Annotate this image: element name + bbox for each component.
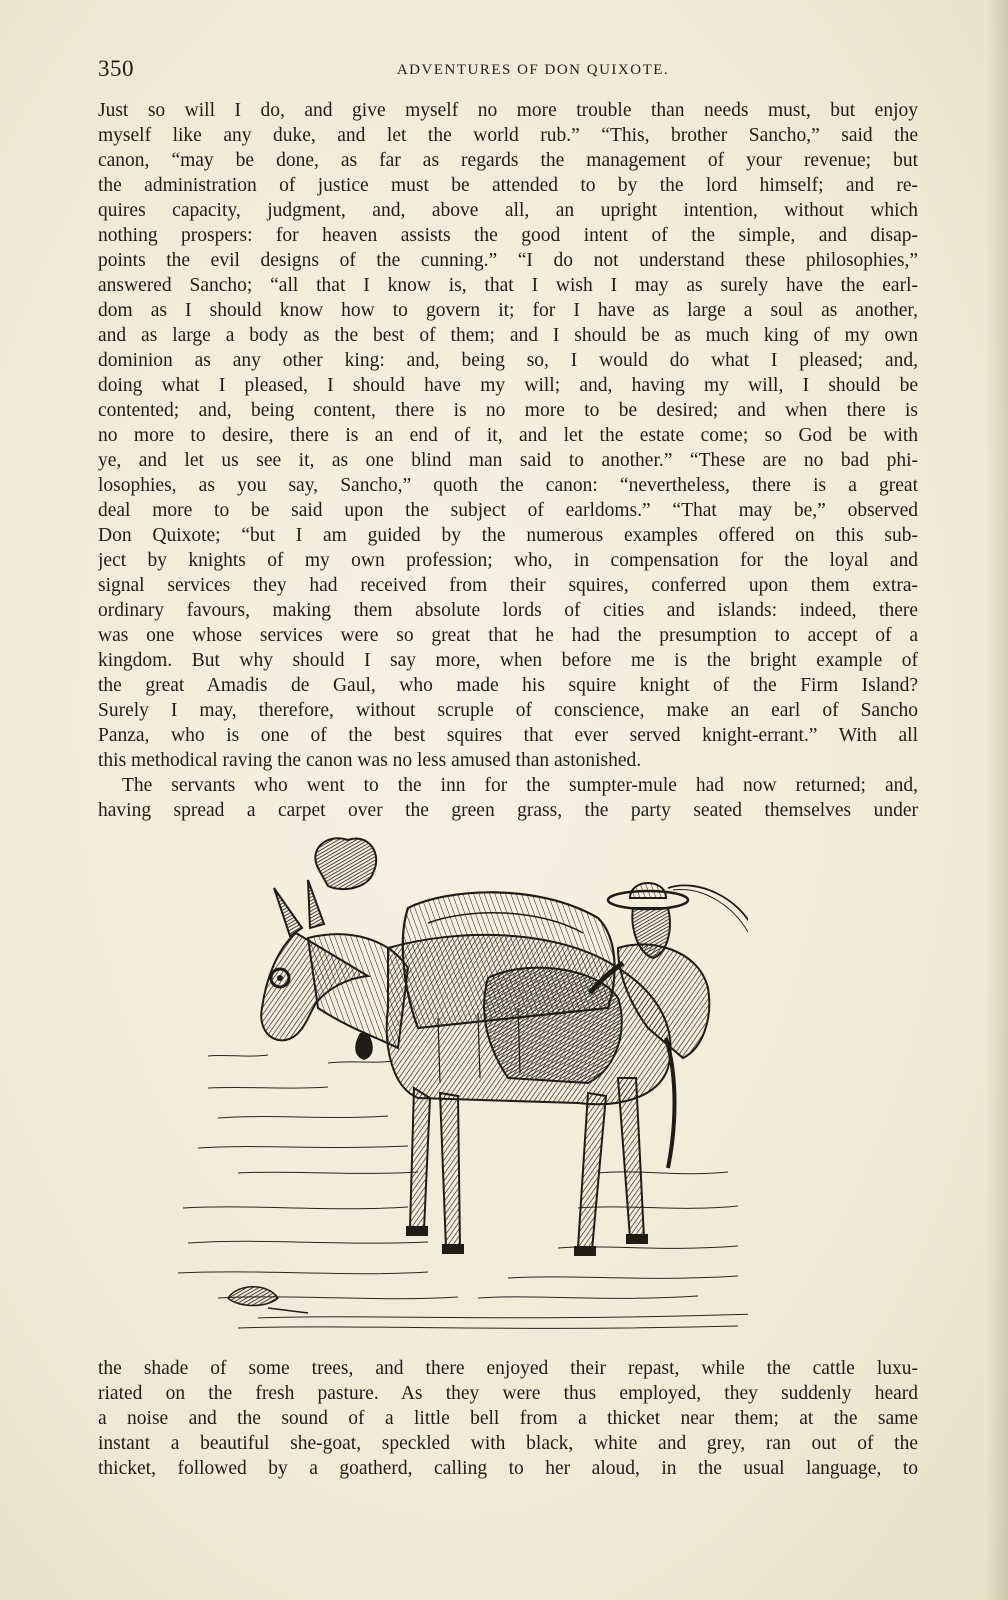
page-number: 350	[98, 56, 134, 81]
text-line: the great Amadis de Gaul, who made his squire knight of the Firm Island?	[98, 675, 918, 696]
text-line: was one whose services were so great that he had the presumption to accept of a	[98, 625, 918, 646]
text-line: the shade of some trees, and there enjoyed their repast, while the cattle luxu-	[98, 1358, 918, 1379]
mule	[261, 838, 674, 1256]
text-line: nothing prospers: for heaven assists the good intent of the simple, and disap-	[98, 225, 918, 246]
text-line: The servants who went to the inn for the sumpter-mule had now returned; and,	[122, 775, 918, 796]
text-line: losophies, as you say, Sancho,” quoth the canon: “nevertheless, there is a great	[98, 475, 918, 496]
text-line: thicket, followed by a goatherd, calling to her aloud, in the usual language, to	[98, 1458, 918, 1479]
text-line: ordinary favours, making them absolute lords of cities and islands: indeed, there	[98, 600, 918, 621]
text-line: dom as I should know how to govern it; for I have as large a soul as another,	[98, 300, 918, 321]
page-header	[98, 52, 918, 82]
text-line: deal more to be said upon the subject of earldoms.” “That may be,” observed	[98, 500, 918, 521]
text-line: signal services they had received from their squires, conferred upon them extra-	[98, 575, 918, 596]
text-line: instant a beautiful she-goat, speckled with black, white and grey, ran out of the	[98, 1433, 918, 1454]
text-line: myself like any duke, and let the world rub.” “This, brother Sancho,” said the	[98, 125, 918, 146]
text-line: Don Quixote; “but I am guided by the numerous examples offered on this sub-	[98, 525, 918, 546]
running-title: ADVENTURES OF DON QUIXOTE.	[396, 62, 670, 78]
text-line: doing what I pleased, I should have my will; and, having my will, I should be	[98, 375, 918, 396]
text-line: this methodical raving the canon was no less amused than astonished.	[98, 750, 642, 771]
text-line: and as large a body as the best of them; and I should be as much king of my own	[98, 325, 918, 346]
ground-object	[228, 1287, 308, 1313]
text-line: no more to desire, there is an end of it, and let the estate come; so God be with	[98, 425, 918, 446]
text-line: riated on the fresh pasture. As they were thus employed, they suddenly heard	[98, 1383, 918, 1404]
text-line: Surely I may, therefore, without scruple of conscience, make an earl of Sancho	[98, 700, 918, 721]
text-line: kingdom. But why should I say more, when before me is the bright example of	[98, 650, 918, 671]
text-line: points the evil designs of the cunning.” “I do not understand these philosophies,”	[98, 250, 918, 271]
text-line: answered Sancho; “all that I know is, that I wish I may as surely have the earl-	[98, 275, 918, 296]
text-line: quires capacity, judgment, and, above all, an upright intention, without which	[98, 200, 918, 221]
text-line: a noise and the sound of a little bell from a thicket near them; at the same	[98, 1408, 918, 1429]
mule-illustration	[178, 828, 748, 1338]
text-line: ject by knights of my own profession; who, in compensation for the loyal and	[98, 550, 918, 571]
page-edge-shadow	[986, 0, 1008, 1600]
text-line: having spread a carpet over the green grass, the party seated themselves under	[98, 800, 918, 821]
text-line: Just so will I do, and give myself no more trouble than needs must, but enjoy	[98, 100, 918, 121]
text-line: the administration of justice must be attended to by the lord himself; and re-	[98, 175, 918, 196]
text-line: dominion as any other king: and, being so, I would do what I pleased; and,	[98, 350, 918, 371]
text-line: ye, and let us see it, as one blind man said to another.” “These are no bad phi-	[98, 450, 918, 471]
text-block-bottom	[98, 1356, 918, 1481]
text-line: contented; and, being content, there is no more to be desired; and when there is	[98, 400, 918, 421]
text-line: Panza, who is one of the best squires that ever served knight-errant.” With all	[98, 725, 918, 746]
engraving-svg	[178, 828, 748, 1338]
text-block-top	[98, 98, 918, 823]
text-line: canon, “may be done, as far as regards the management of your revenue; but	[98, 150, 918, 171]
